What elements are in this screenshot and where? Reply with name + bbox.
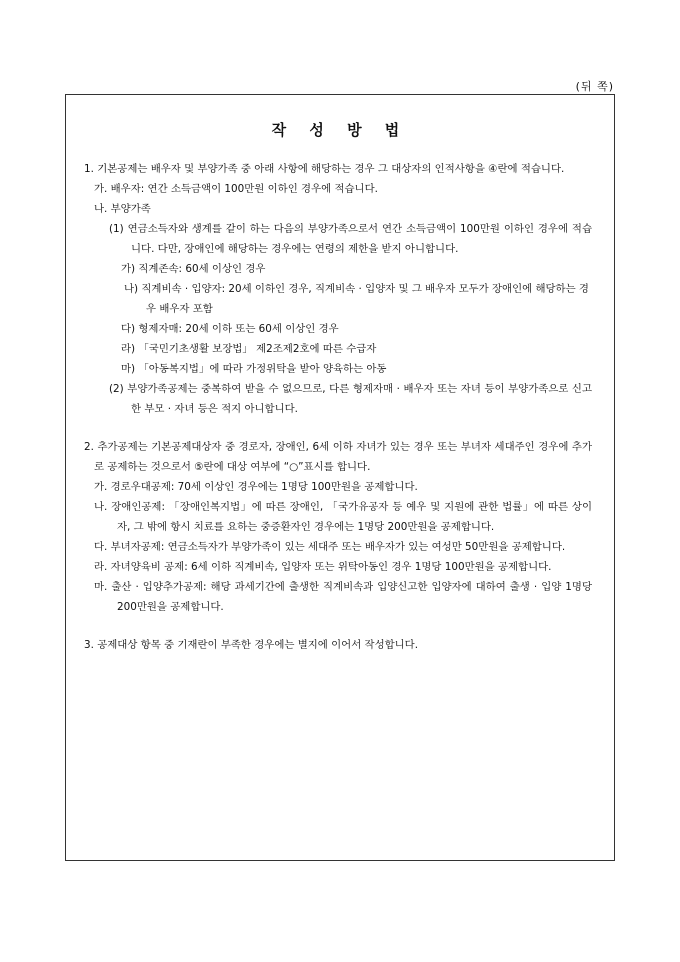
instructions-content [84,159,592,671]
page-title: 작 성 방 법 [271,121,409,139]
section-2-item-d: 라. 자녀양육비 공제: 6세 이하 직계비속, 입양자 또는 위탁아동인 경우 1명당 100만원을 공제합니다. [94,561,552,573]
section-1-item-b1: (1) 연금소득자와 생계를 같이 하는 다음의 부양가족으로서 연간 소득금액이 100만원 이하인 경우에 적습니다. 다만, 장애인에 해당하는 경우에는 연령의 제한을 받지 아니합니다. [109,223,592,255]
section-3-heading: 3. 공제대상 항목 중 기재란이 부족한 경우에는 별지에 이어서 작성합니다. [84,639,419,651]
section-2-item-a: 가. 경로우대공제: 70세 이상인 경우에는 1명당 100만원을 공제합니다. [94,481,418,493]
section-1-item-b1-ma: 마) 「아동복지법」에 따라 가정위탁을 받아 양육하는 아동 [121,363,387,375]
section-1-item-b1-na: 나) 직계비속 · 입양자: 20세 이하인 경우, 직계비속 · 입양자 및 그 배우자 모두가 장애인에 해당하는 경우 배우자 포함 [124,283,589,315]
section-3 [84,635,592,655]
section-1-item-a: 가. 배우자: 연간 소득금액이 100만원 이하인 경우에 적습니다. [94,183,378,195]
section-1-item-b2: (2) 부양가족공제는 중복하여 받을 수 없으므로, 다른 형제자매 · 배우자 또는 자녀 등이 부양가족으로 신고한 부모 · 자녀 등은 적지 아니합니다. [109,383,592,415]
section-1-item-b1-da: 다) 형제자매: 20세 이하 또는 60세 이상인 경우 [121,323,339,335]
section-2-item-b: 나. 장애인공제: 「장애인복지법」에 따른 장애인, 「국가유공자 등 예우 및 지원에 관한 법률」에 따른 상이자, 그 밖에 항시 치료를 요하는 중증환자인 경우에는 1명당 200만원을 공제합니다. [94,501,592,533]
section-1-item-b: 나. 부양가족 [94,203,151,215]
instructions-box [65,94,615,861]
section-1-item-b1-ga: 가) 직계존속: 60세 이상인 경우 [121,263,266,275]
page-side-label: (뒤 쪽) [575,80,614,93]
section-2-heading: 2. 추가공제는 기본공제대상자 중 경로자, 장애인, 6세 이하 자녀가 있는 경우 또는 부녀자 세대주인 경우에 추가로 공제하는 것으로서 ⑤란에 대상 여부에 “○”표시를 합니다. [84,441,592,473]
section-1-heading: 1. 기본공제는 배우자 및 부양가족 중 아래 사항에 해당하는 경우 그 대상자의 인적사항을 ④란에 적습니다. [84,163,565,175]
section-1 [84,159,592,419]
section-1-item-b1-ra: 라) 「국민기초생활 보장법」 제2조제2호에 따른 수급자 [121,343,377,355]
section-2-item-c: 다. 부녀자공제: 연금소득자가 부양가족이 있는 세대주 또는 배우자가 있는 여성만 50만원을 공제합니다. [94,541,566,553]
section-2-item-e: 마. 출산 · 입양추가공제: 해당 과세기간에 출생한 직계비속과 입양신고한 입양자에 대하여 출생 · 입양 1명당 200만원을 공제합니다. [94,581,592,613]
section-2 [84,437,592,617]
